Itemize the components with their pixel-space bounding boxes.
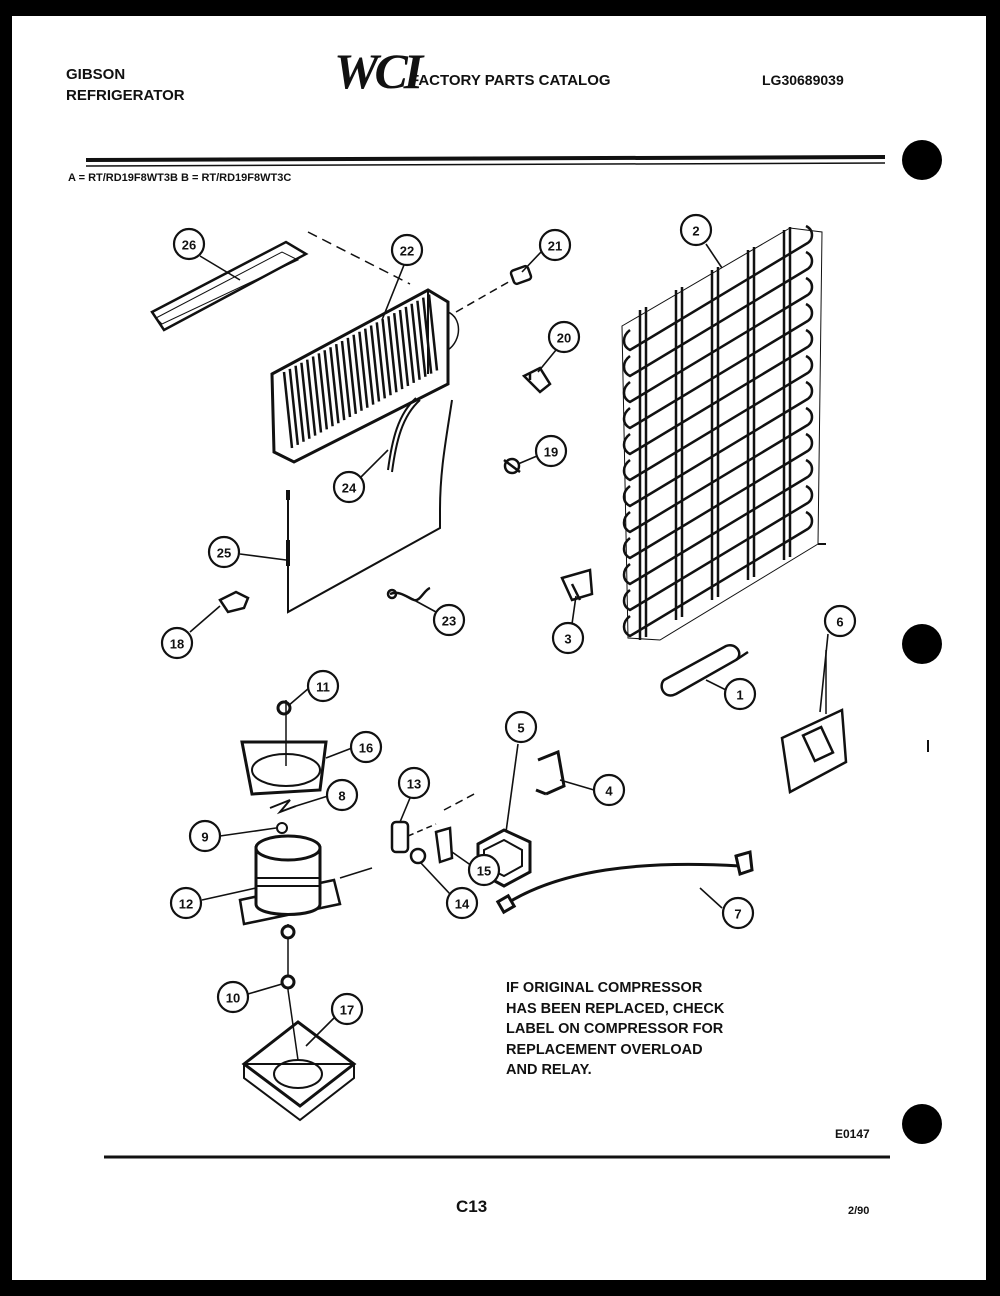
callout-label: 26 — [181, 237, 197, 253]
callout-19 — [536, 436, 566, 466]
callout-17 — [332, 994, 362, 1024]
callout-2 — [681, 215, 711, 245]
callout-5 — [506, 712, 536, 742]
callout-21 — [540, 230, 570, 260]
callout-label: 5 — [517, 720, 525, 736]
part-6-plate — [782, 650, 846, 792]
callout-label: 22 — [399, 243, 415, 259]
callout-label: 17 — [339, 1002, 355, 1018]
callout-label: 21 — [547, 238, 563, 254]
part-21-clip — [456, 265, 532, 312]
part-14-grommet — [411, 849, 425, 863]
part-13-overload — [392, 822, 436, 852]
callout-label: 9 — [201, 829, 209, 845]
callout-15 — [469, 855, 499, 885]
part-24-25-tubing — [288, 398, 452, 612]
callout-11 — [308, 671, 338, 701]
catalog-title: FACTORY PARTS CATALOG — [410, 72, 611, 89]
callout-label: 4 — [605, 783, 613, 799]
callout-label: 12 — [178, 896, 194, 912]
wci-logo: WCI — [334, 43, 420, 99]
callout-4 — [594, 775, 624, 805]
callout-20 — [549, 322, 579, 352]
brand-line-1: GIBSON — [66, 66, 126, 83]
callout-3 — [553, 623, 583, 653]
brand-line-2: REFRIGERATOR — [66, 87, 185, 104]
callout-25 — [209, 537, 239, 567]
part-2-condenser — [622, 223, 826, 640]
callout-7 — [723, 898, 753, 928]
callout-12 — [171, 888, 201, 918]
callout-label: 24 — [341, 480, 357, 496]
callout-label: 1 — [736, 687, 744, 703]
callout-label: 20 — [556, 330, 572, 346]
callout-9 — [190, 821, 220, 851]
callout-label: 7 — [734, 906, 742, 922]
note-line-2: HAS BEEN REPLACED, CHECK — [506, 1000, 725, 1017]
part-7-power-cord — [498, 852, 752, 912]
part-3-bracket — [562, 570, 592, 600]
header-rule — [86, 157, 885, 160]
callout-26 — [174, 229, 204, 259]
callout-18 — [162, 628, 192, 658]
callout-24 — [334, 472, 364, 502]
part-15-clip — [436, 828, 452, 862]
callout-label: 2 — [692, 223, 700, 239]
callout-10 — [218, 982, 248, 1012]
callout-16 — [351, 732, 381, 762]
note-line-4: REPLACEMENT OVERLOAD — [506, 1041, 703, 1058]
note-line-5: AND RELAY. — [506, 1062, 592, 1078]
part-16-tray — [242, 700, 326, 794]
callout-label: 15 — [476, 863, 492, 879]
note-line-3: LABEL ON COMPRESSOR FOR — [506, 1021, 724, 1037]
callout-1 — [725, 679, 755, 709]
callout-13 — [399, 768, 429, 798]
callout-label: 23 — [441, 613, 457, 629]
callout-label: 3 — [564, 631, 572, 647]
callout-23 — [434, 605, 464, 635]
callout-label: 10 — [225, 990, 241, 1006]
compressor-note — [506, 978, 724, 1081]
callout-label: 19 — [543, 444, 559, 460]
callout-14 — [447, 888, 477, 918]
part-12-compressor — [240, 836, 340, 990]
page-number: C13 — [456, 1197, 488, 1216]
callout-label: 18 — [169, 636, 185, 652]
callout-label: 16 — [358, 740, 374, 756]
figure-id: E0147 — [835, 1127, 870, 1141]
note-line-1: IF ORIGINAL COMPRESSOR — [506, 980, 703, 996]
document-number: LG30689039 — [762, 72, 844, 88]
revision-date: 2/90 — [848, 1205, 870, 1217]
callout-label: 14 — [454, 896, 470, 912]
callout-8 — [327, 780, 357, 810]
callout-label: 8 — [338, 788, 346, 804]
callout-6 — [825, 606, 855, 636]
part-18-clip — [220, 592, 248, 612]
callout-label: 6 — [836, 614, 844, 630]
callout-label: 11 — [316, 679, 330, 695]
part-23-clamp — [388, 588, 430, 600]
part-20-clip — [524, 368, 550, 392]
model-legend: A = RT/RD19F8WT3B B = RT/RD19F8WT3C — [68, 172, 292, 184]
callout-label: 13 — [406, 776, 422, 792]
callout-22 — [392, 235, 422, 265]
callout-label: 25 — [216, 545, 232, 561]
part-19-clip — [504, 459, 520, 473]
part-4-clip — [536, 752, 564, 794]
part-22-evaporator — [272, 290, 459, 462]
